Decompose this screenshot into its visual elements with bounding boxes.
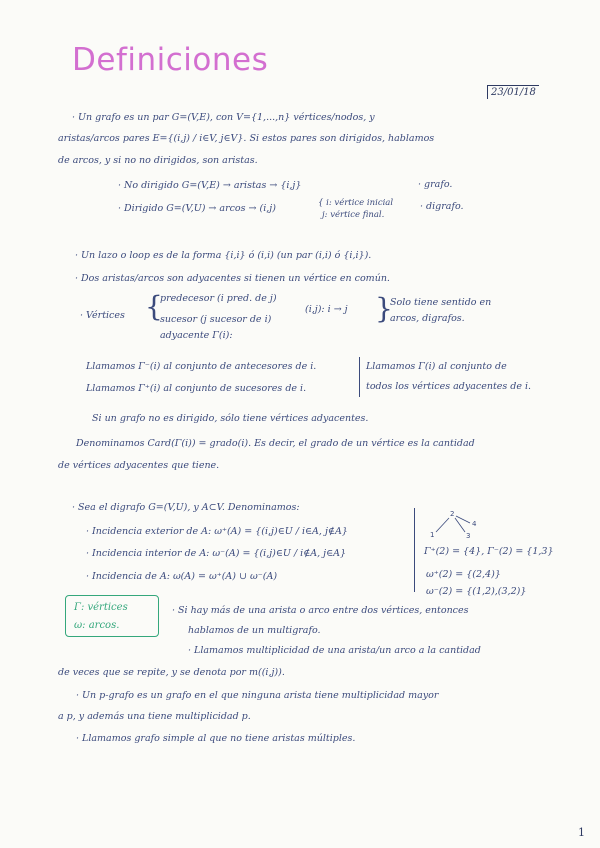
text-line: · grafo. — [418, 179, 453, 190]
text-line: de veces que se repite, y se denota por m((i,j)). — [58, 667, 285, 678]
text-line: · Incidencia exterior de A: ω⁺(A) = {(i,j)∈U / i∈A, j∉A} — [86, 526, 348, 537]
text-line: Si un grafo no es dirigido, sólo tiene vértices adyacentes. — [92, 413, 369, 424]
text-line: Llamamos Γ⁻(i) al conjunto de antecesores de i. — [86, 361, 317, 372]
text-line: hablamos de un multigrafo. — [188, 625, 321, 636]
text-line: · Dos aristas/arcos son adyacentes si tienen un vértice en común. — [75, 273, 390, 284]
text-line: Solo tiene sentido en — [390, 297, 492, 308]
node-label: 2 — [450, 510, 455, 518]
text-line: a p, y además una tiene multiplicidad p. — [58, 711, 251, 722]
text-line: · Un lazo o loop es de la forma {i,i} ó (i,i) (un par (i,i) ó {i,i}). — [75, 250, 372, 261]
legend-arcs: ω: arcos. — [74, 620, 120, 631]
text-line: · Incidencia de A: ω(A) = ω⁺(A) ∪ ω⁻(A) — [86, 571, 278, 582]
text-line: ω⁻(2) = {(1,2),(3,2)} — [426, 586, 527, 597]
text-line: · No dirigido G=(V,E) → aristas → {i,j} — [118, 180, 302, 191]
text-line: { i: vértice inicial — [318, 198, 394, 208]
text-line: · Un grafo es un par G=(V,E), con V={1,...,n} vértices/nodos, y — [72, 112, 375, 123]
brace-icon: } — [375, 292, 393, 325]
node-label: 3 — [466, 532, 471, 540]
node-label: 4 — [472, 520, 477, 528]
text-line: Llamamos Γ(i) al conjunto de — [366, 361, 507, 372]
text-line: todos los vértices adyacentes de i. — [366, 381, 532, 392]
text-line: aristas/arcos pares E={(i,j) / i∈V, j∈V}. Si estos pares son dirigidos, hablamos — [58, 133, 435, 144]
page-title: Definiciones — [72, 42, 269, 78]
text-line: · Un p-grafo es un grafo en el que ninguna arista tiene multiplicidad mayor — [76, 690, 439, 701]
page-number: 1 — [578, 826, 585, 839]
brace-icon: { — [145, 290, 163, 323]
text-line: · Sea el digrafo G=(V,U), y A⊂V. Denominamos: — [72, 502, 300, 513]
text-line: (i,j): i → j — [305, 304, 348, 315]
text-line: predecesor (i pred. de j) — [160, 293, 277, 304]
example-digraph — [428, 508, 478, 542]
text-line: · Incidencia interior de A: ω⁻(A) = {(i,j)∈U / i∉A, j∈A} — [86, 548, 347, 559]
text-line: adyacente Γ(i): — [160, 330, 233, 341]
text-line: · Vértices — [80, 310, 125, 321]
divider — [414, 508, 415, 592]
text-line: Denominamos Card(Γ(i)) = grado(i). Es decir, el grado de un vértice es la cantidad — [76, 438, 475, 449]
text-line: j: vértice final. — [322, 210, 385, 220]
text-line: de vértices adyacentes que tiene. — [58, 460, 220, 471]
text-line: · Dirigido G=(V,U) → arcos → (i,j) — [118, 203, 276, 214]
text-line: ω⁺(2) = {(2,4)} — [426, 569, 501, 580]
text-line: arcos, digrafos. — [390, 313, 465, 324]
date-stamp: 23/01/18 — [487, 85, 539, 99]
divider — [359, 357, 360, 397]
text-line: sucesor (j sucesor de i) — [160, 314, 272, 325]
text-line: · Llamamos grafo simple al que no tiene aristas múltiples. — [76, 733, 356, 744]
text-line: · Llamamos multiplicidad de una arista/un arco a la cantidad — [188, 645, 481, 656]
node-label: 1 — [430, 531, 435, 539]
legend-vertices: Γ: vértices — [74, 602, 128, 613]
text-line: de arcos, y si no no dirigidos, son aristas. — [58, 155, 258, 166]
text-line: · Si hay más de una arista o arco entre dos vértices, entonces — [172, 605, 469, 616]
text-line: Llamamos Γ⁺(i) al conjunto de sucesores de i. — [86, 383, 307, 394]
text-line: Γ⁺(2) = {4}, Γ⁻(2) = {1,3} — [424, 546, 554, 557]
text-line: · digrafo. — [420, 201, 464, 212]
